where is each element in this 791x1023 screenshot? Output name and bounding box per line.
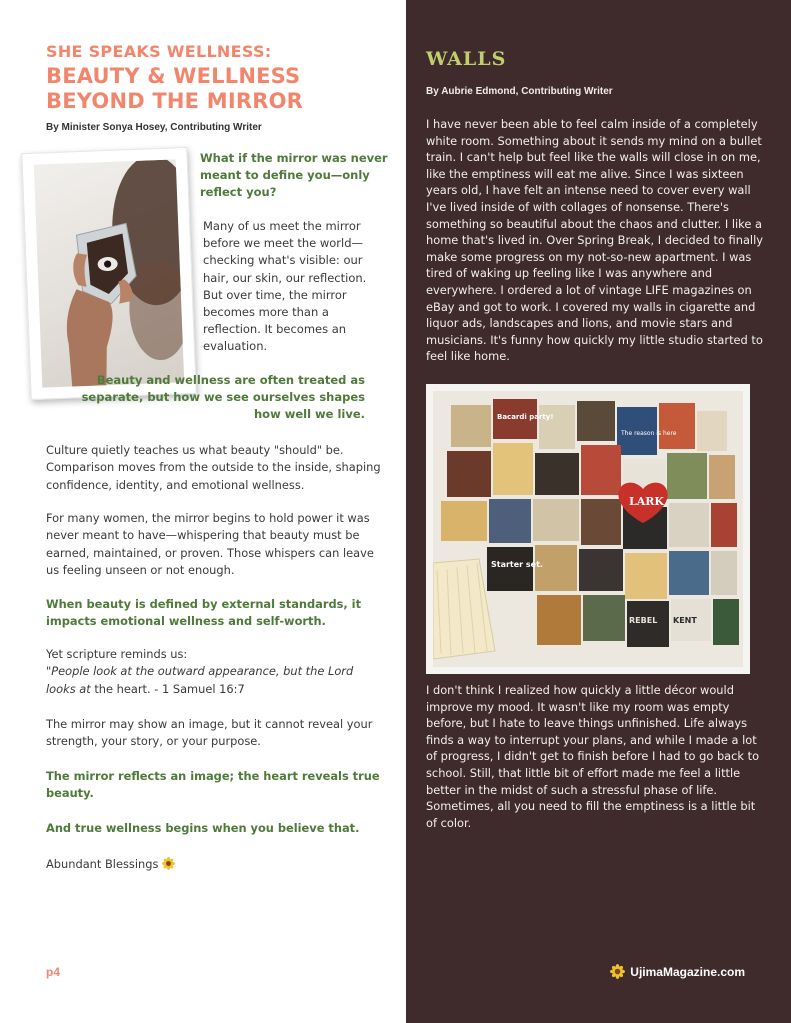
pull-quote-mirror: What if the mirror was never meant to define you—only reflect you? <box>200 151 388 199</box>
collage-photo <box>426 384 750 674</box>
page-number: p4 <box>46 965 61 979</box>
collage-image <box>433 391 743 667</box>
collage-label-bacardi: Bacardi party! <box>497 413 554 421</box>
highlight-heart: The mirror reflects an image; the heart reveals true beauty. <box>46 769 380 801</box>
scripture-reference: the heart. - 1 Samuel 16:7 <box>90 681 245 696</box>
collage-label-reason: The reason is here <box>621 430 677 437</box>
paragraph-power: For many women, the mirror begins to hold power it was never meant to have—whispering that beauty must be earned, maintained, or proven. Those whispers can leave us feeling unseen or not enough. <box>46 511 374 577</box>
scripture-quote: "People look at the outward appearance, but the Lord looks at <box>46 664 354 696</box>
paragraph-culture: Culture quietly teaches us what beauty "should" be. Comparison moves from the outside to the inside, shaping confidence, identity, and emotional wellness. <box>46 443 381 492</box>
mirror-illustration <box>34 159 184 387</box>
collage-label-kent: KENT <box>673 616 697 625</box>
collage-label-starter: Starter set. <box>491 560 543 569</box>
intro-paragraph: Many of us meet the mirror before we meet the world—checking what's visible: our hair, our skin, our reflection. But over time, the mirror becomes more than a reflection. It becomes an evaluation. <box>203 219 367 354</box>
scripture-block <box>46 646 386 698</box>
right-article <box>406 0 791 1023</box>
collage-label-rebel: REBEL <box>629 616 658 625</box>
collage-illustration <box>433 391 743 667</box>
closing-line <box>46 856 386 873</box>
walls-title: WALLS <box>426 48 507 70</box>
column-kicker: SHE SPEAKS WELLNESS: <box>46 42 272 61</box>
left-byline: By Minister Sonya Hosey, Contributing Writer <box>46 122 262 133</box>
walls-paragraph-2: I don't think I realized how quickly a little décor would improve my mood. It wasn't like my room was empty before, but I hate to leave things unfinished. Life always finds a way to interrupt your plans, and while I made a lot of progress, I didn't get to finish before I had to go back to school. Still, that little bit of effort made me feel a little better in the midst of such a stressful phase of life. Sometimes, all you need to fill the emptiness is a little bit of color. <box>426 683 760 830</box>
scripture-intro: Yet scripture reminds us: <box>46 647 188 661</box>
right-byline: By Aubrie Edmond, Contributing Writer <box>426 86 613 97</box>
pull-quote-beauty: Beauty and wellness are often treated as separate, but how we see ourselves shapes how well we live. <box>81 373 365 421</box>
article-headline: BEAUTY & WELLNESS BEYOND THE MIRROR <box>46 64 304 113</box>
paragraph-strength: The mirror may show an image, but it cannot reveal your strength, your story, or your purpose. <box>46 717 373 749</box>
site-url[interactable] <box>610 964 745 979</box>
closing-text: Abundant Blessings <box>46 857 159 871</box>
mirror-photo-image <box>34 159 184 387</box>
sunflower-icon <box>162 857 175 870</box>
mirror-photo <box>21 147 196 400</box>
site-url-text[interactable]: UjimaMagazine.com <box>630 964 745 979</box>
collage-label-lark: LARK <box>629 495 664 508</box>
highlight-standards: When beauty is defined by external standards, it impacts emotional wellness and self-worth. <box>46 597 362 629</box>
highlight-wellness: And true wellness begins when you believe that. <box>46 821 360 835</box>
sunflower-logo-icon <box>610 964 625 979</box>
walls-paragraph-1: I have never been able to feel calm inside of a completely white room. Something about it sends my mind on a bullet train. I can't help but feel like the walls will close in on me, like the emptiness will eat me alive. Since I was sixteen years old, I have felt an intense need to cover every wall I've lived inside of with collages of nonsense. There's something so beautiful about the chaos and clutter. I like a home that's lived in. Over Spring Break, I decided to finally make some progress on my not-so-new apartment. I was tired of waking up feeling like I was anywhere and everywhere. I ordered a lot of vintage LIFE magazines on eBay and got to work. I covered my walls in cigarette and liquor ads, landscapes and lions, and movie stars and musicians. It's funny how quickly my little studio started to feel like home. <box>426 117 763 364</box>
